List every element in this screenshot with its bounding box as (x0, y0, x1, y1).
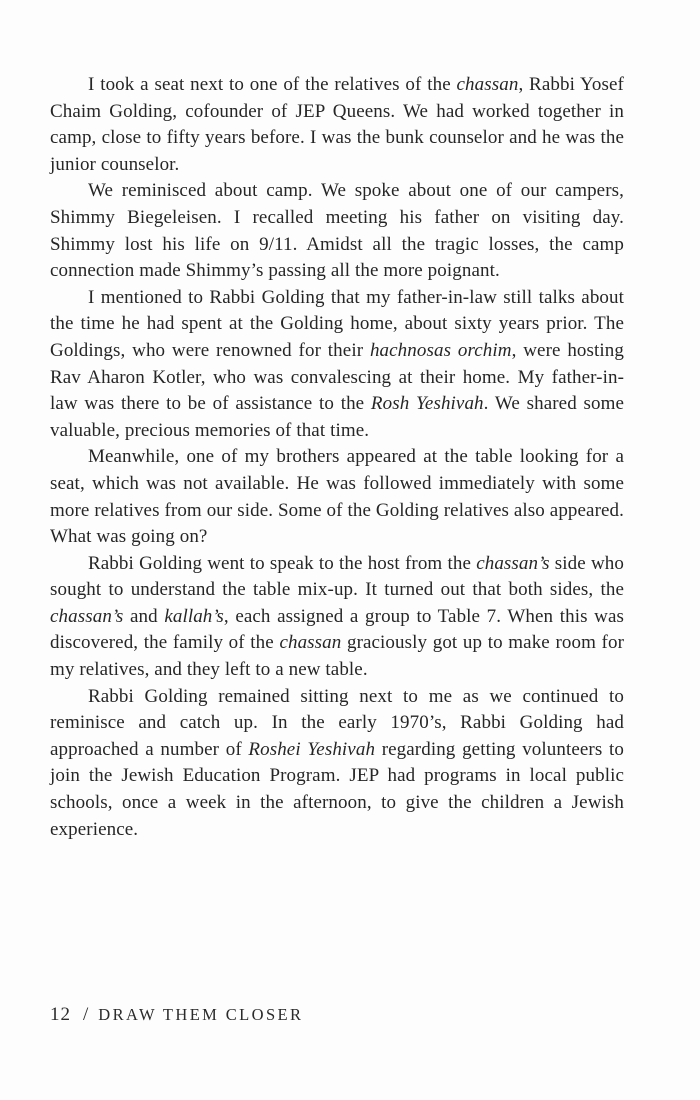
text-segment: regarding getting volunteers to join the Jewish Education Program. JEP had programs in local public schools, once a week in the afternoon, to give the children a Jewish experience. (50, 738, 624, 840)
text-segment: I mentioned to Rabbi Golding that my father-in-law still talks about the time he had spent at the Golding home, about sixty years prior. The Goldings, who were renowned for their (50, 286, 624, 361)
text-segment: Rabbi Golding went to speak to the host from the (88, 552, 477, 574)
paragraph (50, 285, 624, 445)
text-segment: Meanwhile, one of my brothers appeared at the table looking for a seat, which was not available. He was followed immediately with some more relatives from our side. Some of the Golding relatives also appeared. What was going on? (50, 446, 624, 548)
text-segment: Rabbi Golding remained sitting next to me as we continued to reminisce and catch up. In the early 1970’s, Rabbi Golding had approached a number of (50, 685, 624, 760)
italic-term: Roshei Yeshivah (248, 738, 376, 760)
italic-term: kallah’s (164, 605, 224, 627)
text-segment: , were hosting Rav Aharon Kotler, who was convalescing at their home. My father-in-law was there to be of assistance to the (50, 339, 624, 415)
italic-term: hachnosas orchim (369, 339, 512, 361)
paragraph (50, 72, 624, 178)
text-segment: , each assigned a group to Table 7. When this was discovered, the family of the (50, 605, 624, 654)
body-text (50, 72, 624, 843)
italic-term: chassan (456, 74, 519, 95)
italic-term: chassan (279, 632, 342, 654)
italic-term: chassan’s (476, 552, 550, 574)
text-segment: , Rabbi Yosef Chaim Golding, cofounder of JEP Queens. We had worked together in camp, close to fifty years before. I was the bunk counselor and he was the junior counselor. (50, 74, 624, 175)
paragraph (50, 444, 624, 550)
book-title: DRAW THEM CLOSER (98, 1005, 304, 1024)
page-footer (50, 1004, 303, 1026)
text-segment: . We shared some valuable, precious memories of that time. (50, 393, 624, 441)
text-segment: graciously got up to make room for my relatives, and they left to a new table. (50, 632, 625, 681)
text-segment: side who sought to understand the table mix-up. It turned out that both sides, the (50, 552, 624, 601)
paragraph (50, 178, 624, 284)
paragraph (50, 684, 624, 844)
footer-separator: / (83, 1004, 89, 1025)
italic-term: Rosh Yeshivah (370, 393, 484, 415)
text-segment: I took a seat next to one of the relatives of the (88, 74, 457, 95)
text-segment: We reminisced about camp. We spoke about one of our campers, Shimmy Biegeleisen. I recalled meeting his father on visiting day. Shimmy lost his life on 9/11. Amidst all the tragic losses, the camp connection made Shimmy’s passing all the more poignant. (50, 180, 624, 282)
text-segment: and (123, 605, 165, 627)
italic-term: chassan’s (50, 605, 124, 627)
paragraph (50, 551, 624, 684)
page-number: 12 (50, 1004, 71, 1025)
